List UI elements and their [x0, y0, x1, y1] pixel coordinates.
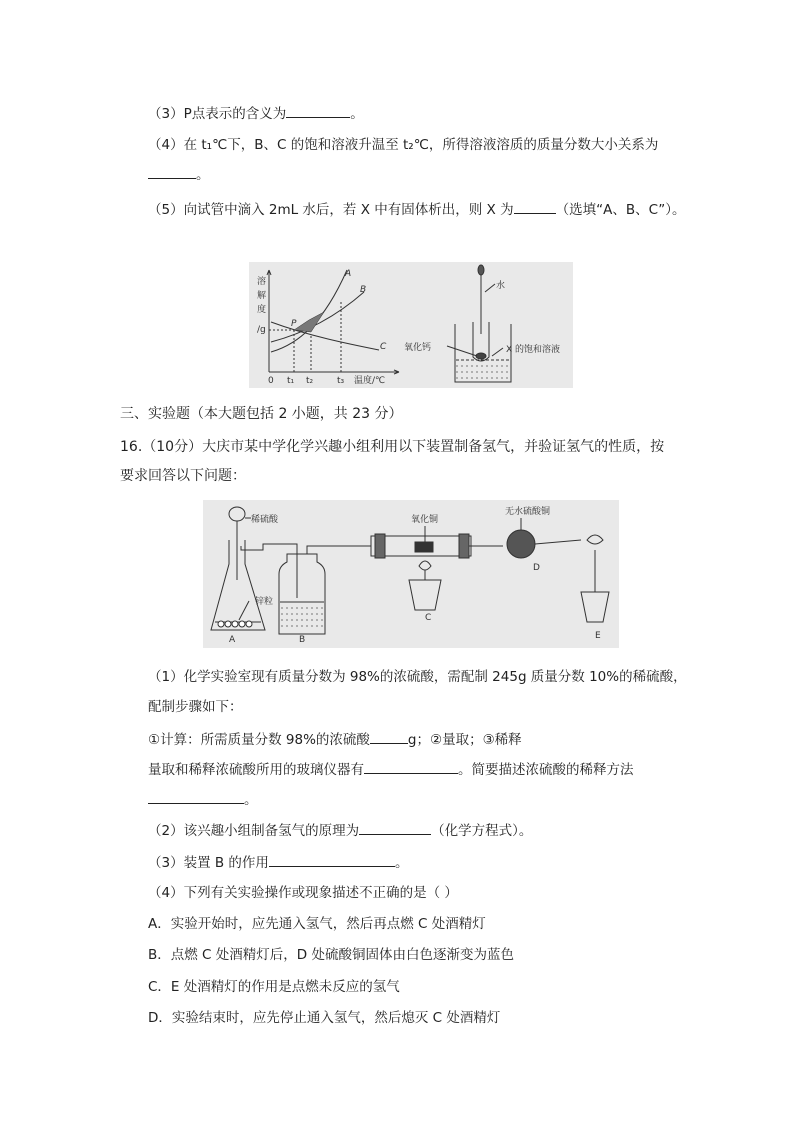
option-b: B．点燃 C 处酒精灯后，D 处硫酸铜固体由白色逐渐变为蓝色 — [148, 947, 514, 963]
stopper-left — [375, 534, 385, 558]
shaded-region — [294, 312, 324, 332]
q16-line1: 16.（10分）大庆市某中学化学兴趣小组利用以下装置制备氢气，并验证氢气的性质，按 — [120, 439, 665, 455]
origin-label: 0 — [268, 376, 274, 386]
option-a: A．实验开始时，应先通入氢气，然后再点燃 C 处酒精灯 — [148, 916, 486, 932]
sub1-calc-line — [148, 730, 522, 749]
option-c: C．E 处酒精灯的作用是点燃未反应的氢气 — [148, 979, 400, 995]
cao-solid — [476, 353, 486, 359]
x-axis-label: 温度/℃ — [354, 376, 386, 386]
lamp-e — [581, 592, 609, 622]
flask-a — [211, 540, 265, 630]
tick-t3: t₃ — [337, 376, 345, 386]
curve-label-b: B — [360, 285, 367, 295]
cuso4-label: 无水硫酸铜 — [505, 507, 551, 517]
q4-suffix: 。 — [196, 167, 210, 183]
solution-pointer — [492, 348, 503, 356]
q4-line1: （4）在 t₁℃下，B、C 的饱和溶液升温至 t₂℃，所得溶液溶质的质量分数大小关系为 — [148, 137, 659, 153]
label-b: B — [299, 635, 306, 645]
sub3-text: （3）装置 B 的作用 — [148, 855, 269, 871]
y-unit: /g — [257, 325, 266, 335]
sub2-answer-blank[interactable] — [359, 821, 431, 835]
curve-a — [271, 270, 347, 352]
tube-d-e — [535, 540, 581, 544]
sub3-answer-blank[interactable] — [269, 853, 395, 867]
apparatus-figure-svg — [203, 500, 619, 648]
stopper-right — [459, 534, 469, 558]
q4-answer-blank[interactable] — [148, 165, 196, 179]
sub1-end-suffix: 。 — [244, 792, 258, 808]
bottle-b — [279, 554, 325, 634]
sub3-line — [148, 853, 408, 872]
option-d: D．实验结束时，应先停止通入氢气，然后熄灭 C 处酒精灯 — [148, 1010, 501, 1026]
label-d: D — [533, 563, 540, 573]
q3-line — [148, 104, 364, 123]
q5-line — [148, 200, 686, 219]
q5-suffix: （选填“A、B、C”）。 — [555, 202, 686, 218]
calc-text: ①计算：所需质量分数 98%的浓硫酸 — [148, 732, 370, 748]
section-3-heading: 三、实验题（本大题包括 2 小题，共 23 分） — [120, 406, 403, 422]
curve-label-c: C — [380, 342, 387, 352]
tube-b-c — [307, 546, 371, 554]
flame-e — [587, 535, 603, 544]
lamp-c — [409, 580, 441, 610]
y-label-char-1: 溶 — [257, 277, 267, 287]
instr-suffix: 。简要描述浓硫酸的稀释方法 — [458, 762, 634, 778]
tick-t2: t₂ — [306, 376, 314, 386]
tube-a-b — [241, 544, 297, 598]
acid-label: 稀硫酸 — [251, 515, 279, 525]
label-e: E — [595, 631, 601, 641]
water-label: 水 — [496, 281, 506, 291]
dropper-bulb — [478, 265, 484, 275]
instr-answer-blank[interactable] — [364, 760, 458, 774]
tick-t1: t₁ — [287, 376, 295, 386]
flame-c — [419, 561, 431, 570]
funnel-bulb — [229, 507, 245, 521]
figure-apparatus — [203, 500, 619, 648]
q3-answer-blank[interactable] — [286, 104, 350, 118]
sub1-line2: 配制步骤如下： — [148, 699, 243, 715]
q16-line2: 要求回答以下问题： — [120, 468, 246, 484]
zinc-label: 锌粒 — [255, 597, 274, 607]
sub1-line1: （1）化学实验室现有质量分数为 98%的浓硫酸，需配制 245g 质量分数 10%的稀硫酸， — [148, 669, 687, 685]
sub2-line — [148, 821, 532, 840]
label-c: C — [425, 613, 432, 623]
instr-text: 量取和稀释浓硫酸所用的玻璃仪器有 — [148, 762, 364, 778]
y-label-char-2: 解 — [257, 291, 267, 301]
sub1-instr-line — [148, 760, 634, 779]
point-p-label: P — [291, 319, 297, 329]
dilution-answer-blank[interactable] — [148, 790, 244, 804]
q5-answer-blank[interactable] — [514, 200, 556, 214]
cao-label: 氧化钙 — [404, 343, 432, 353]
label-a: A — [229, 635, 236, 645]
figure-solubility — [249, 262, 573, 388]
bottle-b-hatch — [281, 608, 323, 626]
calc-suffix: g；②量取；③稀释 — [407, 732, 522, 748]
cuso4-bulb — [507, 530, 535, 558]
solution-hatch — [456, 366, 510, 378]
q3-suffix: 。 — [350, 106, 364, 122]
calc-answer-blank[interactable] — [370, 730, 408, 744]
q3-text: （3）P点表示的含义为 — [148, 106, 287, 122]
cuo-powder — [415, 542, 433, 552]
y-label-char-3: 度 — [257, 305, 267, 315]
solution-label: X 的饱和溶液 — [506, 345, 561, 355]
water-pointer — [485, 284, 495, 292]
sub3-suffix: 。 — [394, 855, 409, 871]
q4-line2 — [148, 165, 210, 184]
sub1-end-line — [148, 790, 258, 809]
zinc-pointer — [239, 601, 249, 620]
q5-text: （5）向试管中滴入 2mL 水后，若 X 中有固体析出，则 X 为 — [148, 202, 514, 218]
curve-label-a: A — [345, 269, 352, 279]
sub4-question: （4）下列有关实验操作或现象描述不正确的是（ ） — [148, 885, 458, 901]
sub2-text: （2）该兴趣小组制备氢气的原理为 — [148, 823, 360, 839]
solubility-figure-svg — [249, 262, 573, 388]
zinc-granules — [218, 621, 252, 627]
cuo-label: 氧化铜 — [411, 515, 439, 525]
sub2-suffix: （化学方程式）。 — [431, 823, 533, 839]
